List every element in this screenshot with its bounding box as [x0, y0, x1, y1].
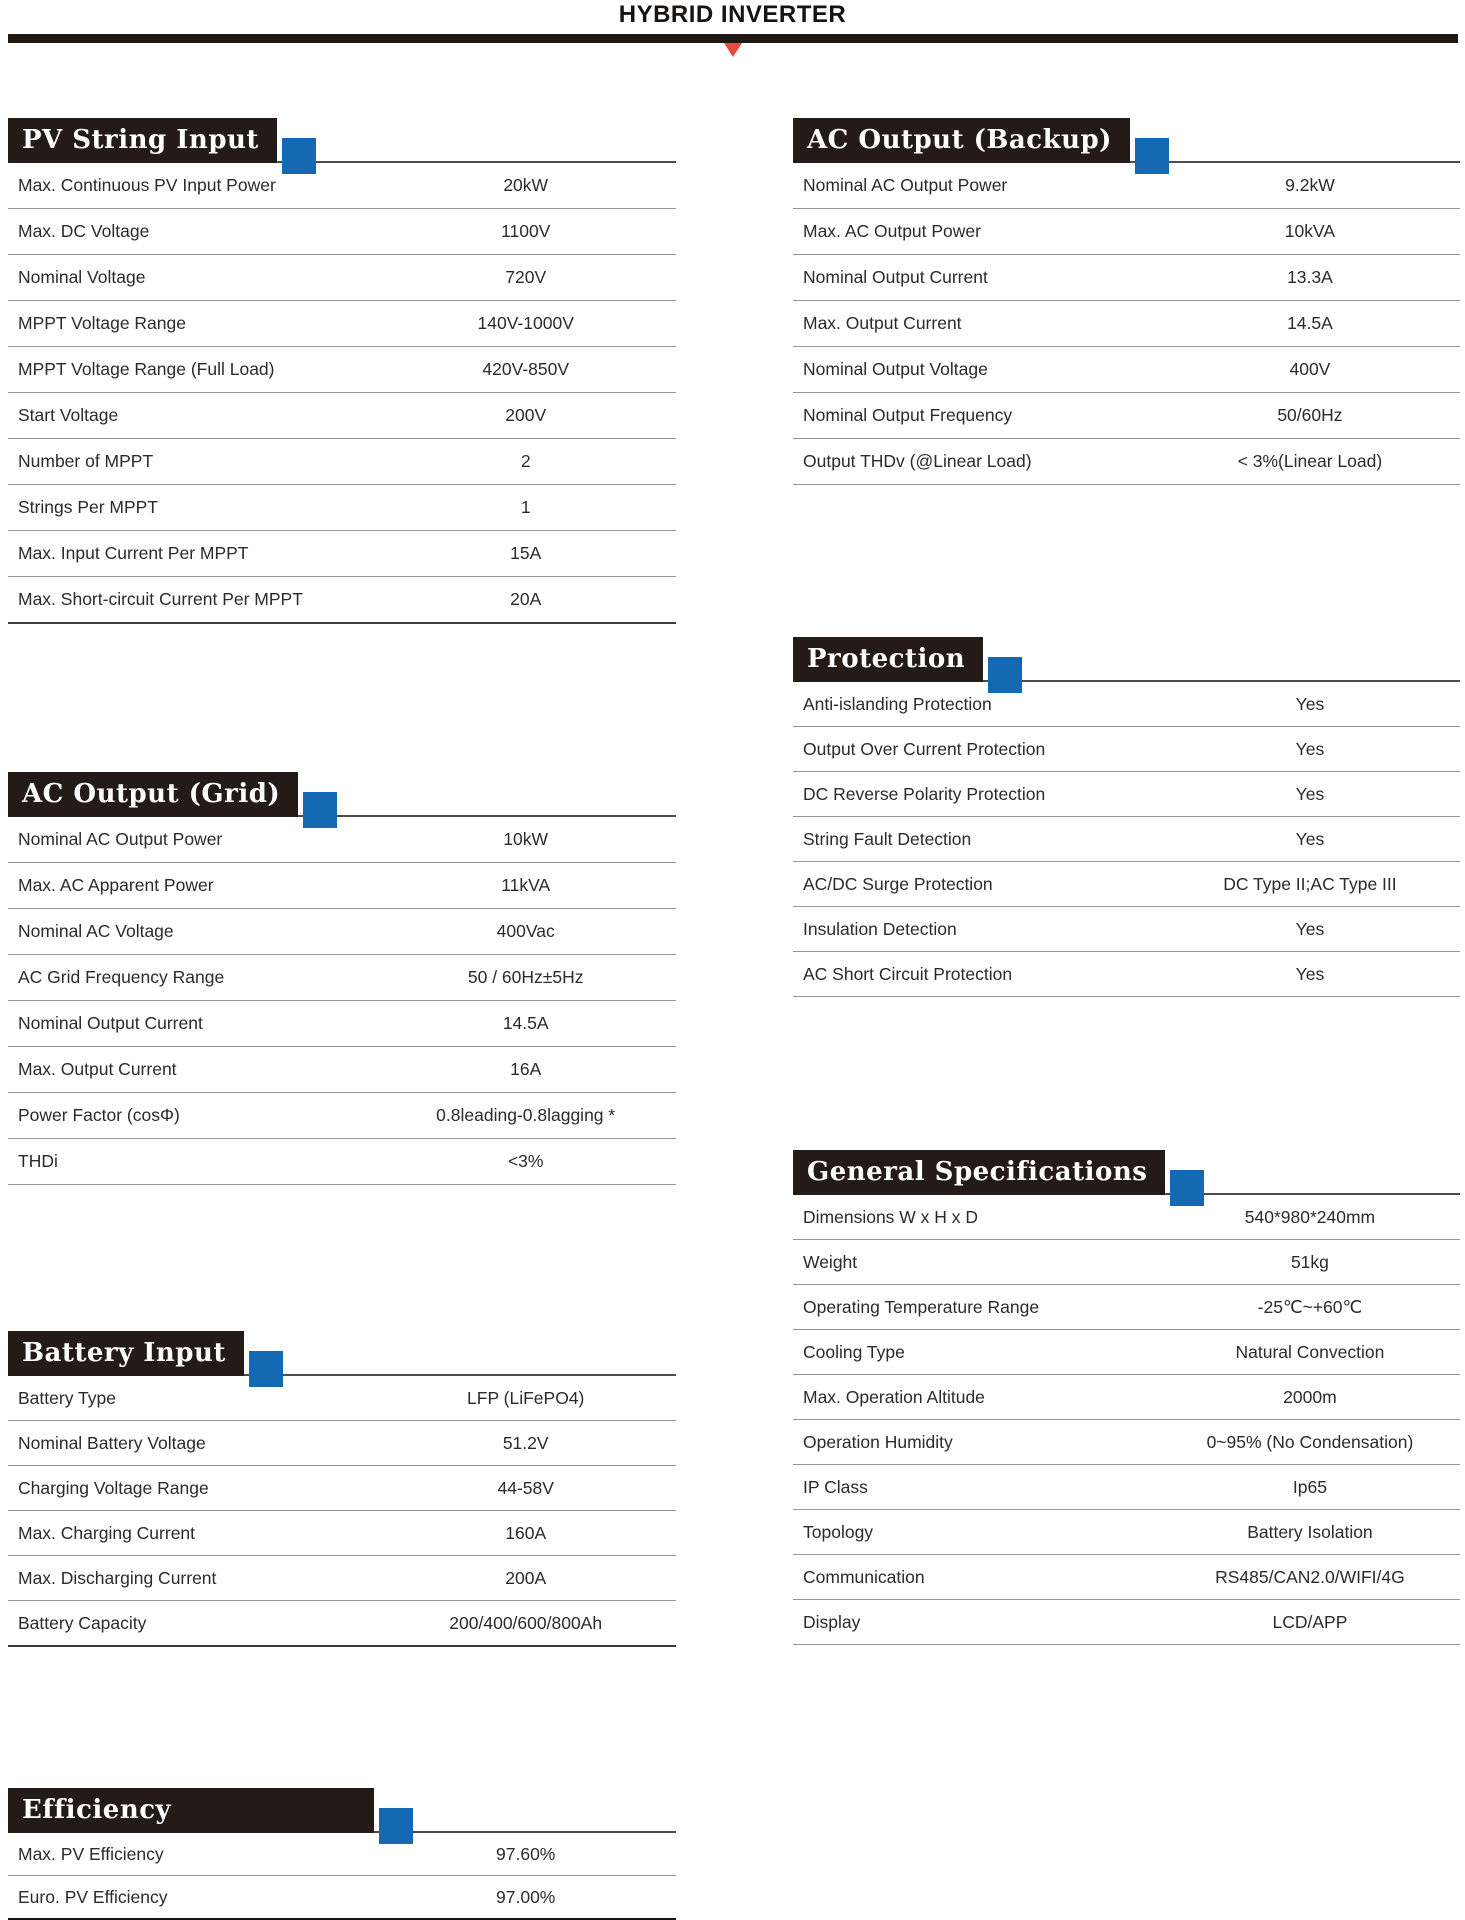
spec-row: [793, 817, 1460, 862]
spec-value: 140V-1000V: [477, 313, 574, 333]
spec-label: MPPT Voltage Range (Full Load): [18, 359, 275, 379]
spec-row: [793, 907, 1460, 952]
spec-value: 20kW: [503, 175, 549, 195]
spec-value: 50 / 60Hz±5Hz: [467, 967, 584, 987]
spec-value: 2000m: [1283, 1386, 1337, 1407]
spec-value: 44-58V: [497, 1477, 554, 1498]
spec-value: 720V: [505, 267, 547, 287]
spec-row: [793, 862, 1460, 907]
spec-row: [793, 1195, 1460, 1240]
spec-row: [8, 1511, 676, 1556]
spec-value: Yes: [1295, 693, 1325, 714]
spec-label: Max. Continuous PV Input Power: [18, 175, 276, 195]
spec-value: 0.8leading-0.8lagging *: [436, 1105, 616, 1125]
spec-value: 200/400/600/800Ah: [449, 1612, 603, 1633]
spec-row: [793, 1555, 1460, 1600]
spec-row: [793, 952, 1460, 997]
spec-value: Natural Convection: [1235, 1341, 1385, 1362]
spec-row: [793, 682, 1460, 727]
spec-value: Yes: [1295, 918, 1325, 939]
spec-label: Output THDv (@Linear Load): [803, 451, 1032, 471]
section-header: [793, 118, 1460, 163]
spec-label: Euro. PV Efficiency: [18, 1886, 168, 1907]
spec-label: Max. Short-circuit Current Per MPPT: [18, 589, 303, 609]
spec-value: Yes: [1295, 738, 1325, 759]
spec-table: [793, 682, 1460, 997]
section-title: Protection: [793, 637, 983, 682]
spec-row: [793, 1510, 1460, 1555]
spec-label: Max. PV Efficiency: [18, 1843, 164, 1864]
spec-value: 50/60Hz: [1277, 405, 1343, 425]
spec-value: 10kW: [503, 829, 549, 849]
spec-label: Nominal AC Output Power: [803, 175, 1008, 195]
spec-value: 540*980*240mm: [1244, 1206, 1376, 1227]
spec-value: 200A: [505, 1567, 547, 1588]
spec-label: MPPT Voltage Range: [18, 313, 186, 333]
section-efficiency: [8, 1788, 676, 1920]
spec-value: 400Vac: [496, 921, 555, 941]
spec-row: [8, 1556, 676, 1601]
spec-table: [8, 163, 676, 624]
spec-label: Insulation Detection: [803, 918, 957, 939]
spec-label: Max. Output Current: [18, 1059, 177, 1079]
spec-label: Nominal Battery Voltage: [18, 1432, 206, 1453]
spec-label: Max. DC Voltage: [18, 221, 150, 241]
spec-value: 15A: [510, 543, 542, 563]
spec-value: 9.2kW: [1285, 175, 1335, 195]
spec-value: 51.2V: [502, 1432, 549, 1453]
spec-row: [793, 255, 1460, 301]
spec-row: [793, 1420, 1460, 1465]
spec-value: 16A: [510, 1059, 542, 1079]
section-title: AC Output (Backup): [793, 118, 1130, 163]
spec-table: [793, 163, 1460, 485]
spec-value: 400V: [1289, 359, 1331, 379]
spec-label: Max. Output Current: [803, 313, 962, 333]
spec-value: -25℃~+60℃: [1257, 1296, 1363, 1317]
spec-label: Max. Discharging Current: [18, 1567, 217, 1588]
spec-row: [8, 439, 676, 485]
spec-label: Dimensions W x H x D: [803, 1206, 979, 1227]
accent-square: [1135, 138, 1169, 174]
spec-row: [8, 863, 676, 909]
spec-label: Communication: [803, 1566, 925, 1587]
spec-table: [8, 1376, 676, 1647]
spec-row: [8, 1139, 676, 1185]
spec-value: 200V: [505, 405, 547, 425]
spec-value: 97.00%: [496, 1886, 556, 1907]
spec-row: [8, 817, 676, 863]
spec-label: Max. Input Current Per MPPT: [18, 543, 249, 563]
spec-value: Yes: [1295, 828, 1325, 849]
spec-label: Max. AC Output Power: [803, 221, 981, 241]
section-title: Battery Input: [8, 1331, 244, 1376]
spec-label: Number of MPPT: [18, 451, 154, 471]
page-title: HYBRID INVERTER: [618, 1, 847, 28]
spec-value: 10kVA: [1284, 221, 1336, 241]
spec-label: AC Grid Frequency Range: [18, 967, 225, 987]
section-title: Efficiency: [8, 1788, 374, 1833]
spec-row: [793, 727, 1460, 772]
section-battery-input: [8, 1331, 676, 1647]
spec-label: AC Short Circuit Protection: [803, 963, 1013, 984]
section-title: PV String Input: [8, 118, 277, 163]
accent-square: [249, 1351, 283, 1387]
spec-row: [8, 1093, 676, 1139]
spec-value: 13.3A: [1287, 267, 1333, 287]
spec-value: Yes: [1295, 963, 1325, 984]
spec-row: [793, 1375, 1460, 1420]
spec-value: 0~95% (No Condensation): [1206, 1431, 1414, 1452]
section-general-specifications: [793, 1150, 1460, 1645]
spec-value: <3%: [507, 1151, 544, 1171]
spec-label: Charging Voltage Range: [18, 1477, 209, 1498]
spec-row: [8, 1876, 676, 1920]
accent-square: [988, 657, 1022, 693]
spec-row: [8, 1833, 676, 1876]
spec-row: [8, 347, 676, 393]
spec-label: IP Class: [803, 1476, 868, 1497]
accent-square: [1170, 1170, 1204, 1206]
spec-label: Nominal Output Current: [803, 267, 988, 287]
section-title: General Specifications: [793, 1150, 1165, 1195]
section-header: [8, 1788, 676, 1833]
spec-row: [8, 1047, 676, 1093]
spec-row: [793, 1600, 1460, 1645]
section-header: [8, 1331, 676, 1376]
title-underline-bar: [8, 34, 1458, 43]
spec-label: AC/DC Surge Protection: [803, 873, 993, 894]
spec-label: Topology: [803, 1521, 874, 1542]
section-ac-output-grid: [8, 772, 676, 1185]
spec-row: [793, 1240, 1460, 1285]
spec-row: [793, 772, 1460, 817]
spec-table: [8, 817, 676, 1185]
spec-value: 2: [520, 451, 531, 471]
spec-value: DC Type II;AC Type III: [1223, 873, 1397, 894]
spec-label: Output Over Current Protection: [803, 738, 1046, 759]
accent-square: [303, 792, 337, 828]
spec-label: Display: [803, 1611, 861, 1632]
spec-value: 20A: [510, 589, 542, 609]
spec-row: [8, 1466, 676, 1511]
spec-label: Nominal AC Output Power: [18, 829, 223, 849]
spec-row: [8, 485, 676, 531]
spec-label: Power Factor (cosΦ): [18, 1105, 180, 1125]
spec-row: [8, 255, 676, 301]
spec-value: 14.5A: [502, 1013, 549, 1033]
spec-value: 14.5A: [1287, 313, 1333, 333]
section-ac-output-backup: [793, 118, 1460, 485]
spec-row: [793, 347, 1460, 393]
section-pv-string-input: [8, 118, 676, 624]
spec-label: Strings Per MPPT: [18, 497, 159, 517]
spec-label: Weight: [803, 1251, 858, 1272]
spec-label: Nominal Output Voltage: [803, 359, 988, 379]
spec-label: Nominal Output Current: [18, 1013, 203, 1033]
spec-row: [8, 1601, 676, 1647]
spec-label: Nominal Output Frequency: [803, 405, 1013, 425]
spec-row: [8, 909, 676, 955]
spec-value: 420V-850V: [482, 359, 569, 379]
spec-row: [793, 1465, 1460, 1510]
spec-value: 160A: [505, 1522, 547, 1543]
spec-row: [793, 439, 1460, 485]
accent-square: [379, 1808, 413, 1844]
spec-row: [793, 301, 1460, 347]
section-header: [8, 118, 676, 163]
section-header: [793, 637, 1460, 682]
spec-value: 11kVA: [501, 875, 551, 895]
spec-label: Nominal AC Voltage: [18, 921, 174, 941]
spec-label: Anti-islanding Protection: [803, 693, 992, 714]
spec-value: 1: [520, 497, 531, 517]
spec-table: [8, 1833, 676, 1920]
spec-value: Yes: [1295, 783, 1325, 804]
spec-label: THDi: [18, 1151, 58, 1171]
spec-row: [8, 393, 676, 439]
spec-value: LCD/APP: [1272, 1611, 1348, 1632]
accent-square: [282, 138, 316, 174]
spec-row: [793, 393, 1460, 439]
spec-label: Max. Charging Current: [18, 1522, 196, 1543]
spec-row: [8, 577, 676, 624]
spec-label: Nominal Voltage: [18, 267, 146, 287]
spec-value: Ip65: [1292, 1476, 1327, 1497]
spec-label: Battery Type: [18, 1387, 116, 1408]
spec-value: 51kg: [1290, 1251, 1329, 1272]
spec-label: Battery Capacity: [18, 1612, 147, 1633]
spec-row: [8, 1001, 676, 1047]
section-title: AC Output (Grid): [8, 772, 298, 817]
spec-label: Operation Humidity: [803, 1431, 953, 1452]
spec-row: [8, 209, 676, 255]
spec-row: [8, 163, 676, 209]
spec-row: [793, 1330, 1460, 1375]
spec-value: 1100V: [501, 221, 551, 241]
spec-label: Max. AC Apparent Power: [18, 875, 214, 895]
spec-label: Operating Temperature Range: [803, 1296, 1040, 1317]
spec-value: LFP (LiFePO4): [467, 1387, 585, 1408]
section-protection: [793, 637, 1460, 997]
spec-row: [8, 1376, 676, 1421]
spec-label: DC Reverse Polarity Protection: [803, 783, 1046, 804]
spec-label: Start Voltage: [18, 405, 119, 425]
section-header: [8, 772, 676, 817]
spec-row: [8, 301, 676, 347]
spec-row: [793, 163, 1460, 209]
down-arrow-icon: [724, 43, 742, 57]
spec-table: [793, 1195, 1460, 1645]
spec-row: [8, 531, 676, 577]
spec-value: < 3%(Linear Load): [1237, 451, 1383, 471]
spec-value: 97.60%: [496, 1843, 556, 1864]
spec-label: Max. Operation Altitude: [803, 1386, 985, 1407]
spec-value: RS485/CAN2.0/WIFI/4G: [1215, 1566, 1405, 1587]
spec-row: [8, 1421, 676, 1466]
spec-row: [793, 209, 1460, 255]
spec-label: Cooling Type: [803, 1341, 905, 1362]
spec-row: [8, 955, 676, 1001]
spec-row: [793, 1285, 1460, 1330]
spec-value: Battery Isolation: [1247, 1521, 1373, 1542]
section-header: [793, 1150, 1460, 1195]
spec-label: String Fault Detection: [803, 828, 972, 849]
